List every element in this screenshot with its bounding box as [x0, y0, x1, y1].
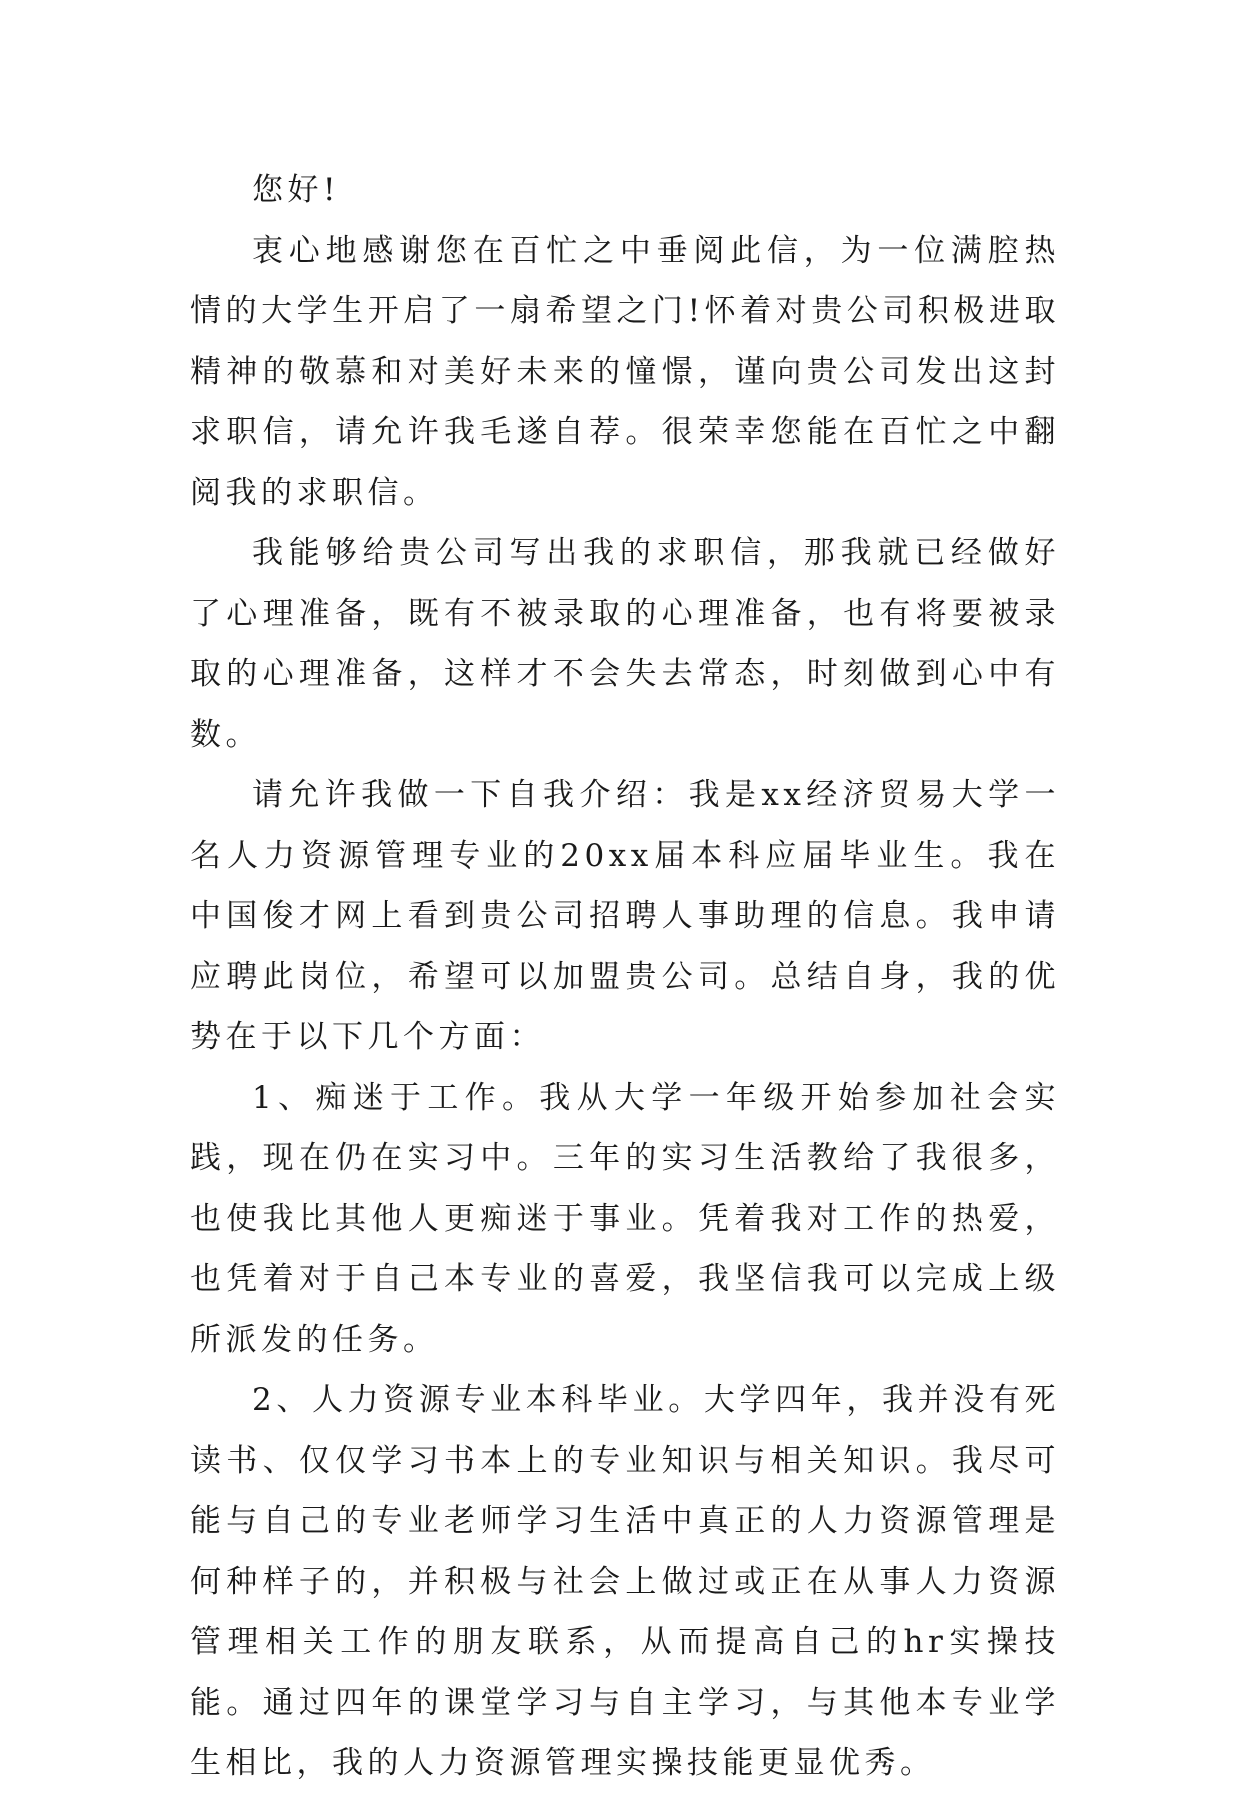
paragraph-introduction: 请允许我做一下自我介绍：我是xx经济贸易大学一名人力资源管理专业的20xx届本科应届毕业生。我在中国俊才网上看到贵公司招聘人事助理的信息。我申请应聘此岗位，希望可以加盟贵公司。总结自身，我的优势在于以下几个方面：: [190, 777, 1060, 1055]
paragraph-thanks: 衷心地感谢您在百忙之中垂阅此信，为一位满腔热情的大学生开启了一扇希望之门!怀着对贵公司积极进取精神的敬慕和对美好未来的憧憬，谨向贵公司发出这封求职信，请允许我毛遂自荐。很荣幸您能在百忙之中翻阅我的求职信。: [190, 232, 1060, 511]
paragraph-preparation: 我能够给贵公司写出我的求职信，那我就已经做好了心理准备，既有不被录取的心理准备，也有将要被录取的心理准备，这样才不会失去常态，时刻做到心中有数。: [190, 535, 1060, 753]
paragraph-advantage-1: 1、痴迷于工作。我从大学一年级开始参加社会实践，现在仍在实习中。三年的实习生活教给了我很多，也使我比其他人更痴迷于事业。凭着我对工作的热爱，也凭着对于自己本专业的喜爱，我坚信我可以完成上级所派发的任务。: [190, 1079, 1060, 1358]
paragraph-advantage-2: 2、人力资源专业本科毕业。大学四年，我并没有死读书、仅仅学习书本上的专业知识与相关知识。我尽可能与自己的专业老师学习生活中真正的人力资源管理是何种样子的，并积极与社会上做过或正在从事人力资源管理相关工作的朋友联系，从而提高自己的hr实操技能。通过四年的课堂学习与自主学习，与其他本专业学生相比，我的人力资源管理实操技能更显优秀。: [190, 1382, 1060, 1781]
greeting: 您好!: [252, 172, 340, 208]
letter-body: [190, 160, 1060, 1794]
